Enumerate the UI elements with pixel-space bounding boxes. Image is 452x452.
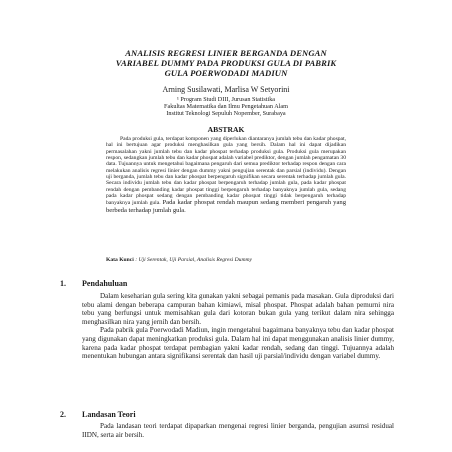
paragraph: Pada landasan teori terdapat dipaparkan mengenai regresi linier berganda, pengujian asumsi residual IIDN, serta air bersih. xyxy=(82,422,394,439)
abstract-body xyxy=(106,136,346,214)
abstract-heading: ABSTRAK xyxy=(207,125,245,134)
paragraph: Pada pabrik gula Poerwodadi Madiun, ingin mengetahui bagaimana banyaknya tebu dan kadar phospat yang digunakan dapat meningkatkan produksi gula. Dalam hal ini dapat menggunakan analisis linier dummy, karena pada kadar phospat terdapat pembagian yakni kadar rendah, sedang dan tinggi. Tujuannya adalah menentukan hubungan antara signifikansi serentak dan hasil uji parsial/individu dengan variabel dummy. xyxy=(82,326,394,361)
title-line: ANALISIS REGRESI LINIER BERGANDA DENGAN xyxy=(125,48,327,58)
affiliation-line: Fakultas Matematika dan Ilmu Pengetahuan Alam xyxy=(164,103,288,110)
section-heading-theory xyxy=(60,410,260,419)
keywords-label: Kata Kunci xyxy=(106,257,134,263)
author-names: Arning Susilawati, Marlisa W Setyorini xyxy=(162,85,290,94)
section-number: 1. xyxy=(60,279,66,288)
title-line: VARIABEL DUMMY PADA PRODUKSI GULA DI PABRIK xyxy=(115,58,337,68)
section-title: Pendahuluan xyxy=(82,279,128,288)
affiliation-line: ¹ Program Studi DIII, Jurusan Statistika xyxy=(176,95,276,103)
keywords xyxy=(106,257,346,263)
section-body-introduction xyxy=(82,292,394,361)
title-line: GULA POERWODADI MADIUN xyxy=(164,68,288,78)
section-title: Landasan Teori xyxy=(82,410,136,419)
author-block xyxy=(100,86,352,118)
keywords-text: : Uji Serentak, Uji Parsial, Analisis Regresi Dummy xyxy=(135,257,253,263)
affiliation-line: Institut Teknologi Sepuluh Nopember, Surabaya xyxy=(166,110,286,118)
section-number: 2. xyxy=(60,410,66,419)
section-body-theory xyxy=(82,422,394,439)
abstract-text: Pada produksi gula, terdapat komponen yang diperlukan diantaranya jumlah tebu dan kadar phospat, hal ini bertujuan agar produksi menghasilkan gula yang bersih. Dalam hal ini dapat dijadikan permasalahan yakni jumlah tebu dan kadar phospat terhadap produksi gula. Produksi gula merupakan respon, sedangkan jumlah tebu dan kadar phospat adalah variabel prediktor, dengan jumlah pengamatan 30 data. Tujuannya untuk mengetahui bagaimana pengaruh dari semua prediktor terhadap respon dengan cara melakukan analisis regresi linier dengan dummy yakni pengujian serentak dan parsial (individu). Dengan uji berganda, jumlah tebu dan kadar phospat berpengaruh signifikan secara serentak terhadap jumlah gula. Secara individu jumlah tebu dan kadar phospat berpengaruh terhadap jumlah gula, pada kadar phospat rendah dengan pembanding kadar phospat tinggi berpengaruh terhadap banyaknya jumlah gula, sedang pada kadar phospat sedang dengan pembanding kadar phospat tinggi tidak berpengaruh terhadap banyaknya jumlah gula. xyxy=(106,136,346,207)
abstract-tail: Pada kadar phospat rendah maupun sedang memberi pengaruh yang berbeda terhadap jumlah gula. xyxy=(106,199,346,214)
section-heading-introduction xyxy=(60,279,260,288)
paper-title xyxy=(60,48,392,78)
paragraph: Dalam keseharian gula sering kita gunakan yakni sebagai pemanis pada masakan. Gula diproduksi dari tebu alami dengan beberapa campuran bahan kimiawi, misal phospat. Phospat adalah bahan pemurni nira tebu yang berfungsi untuk memisahkan gula dari kotoran bukan gula yang terikut dalam nira sehingga menghasilkan nira yang jernih dan bersih. xyxy=(82,292,394,326)
